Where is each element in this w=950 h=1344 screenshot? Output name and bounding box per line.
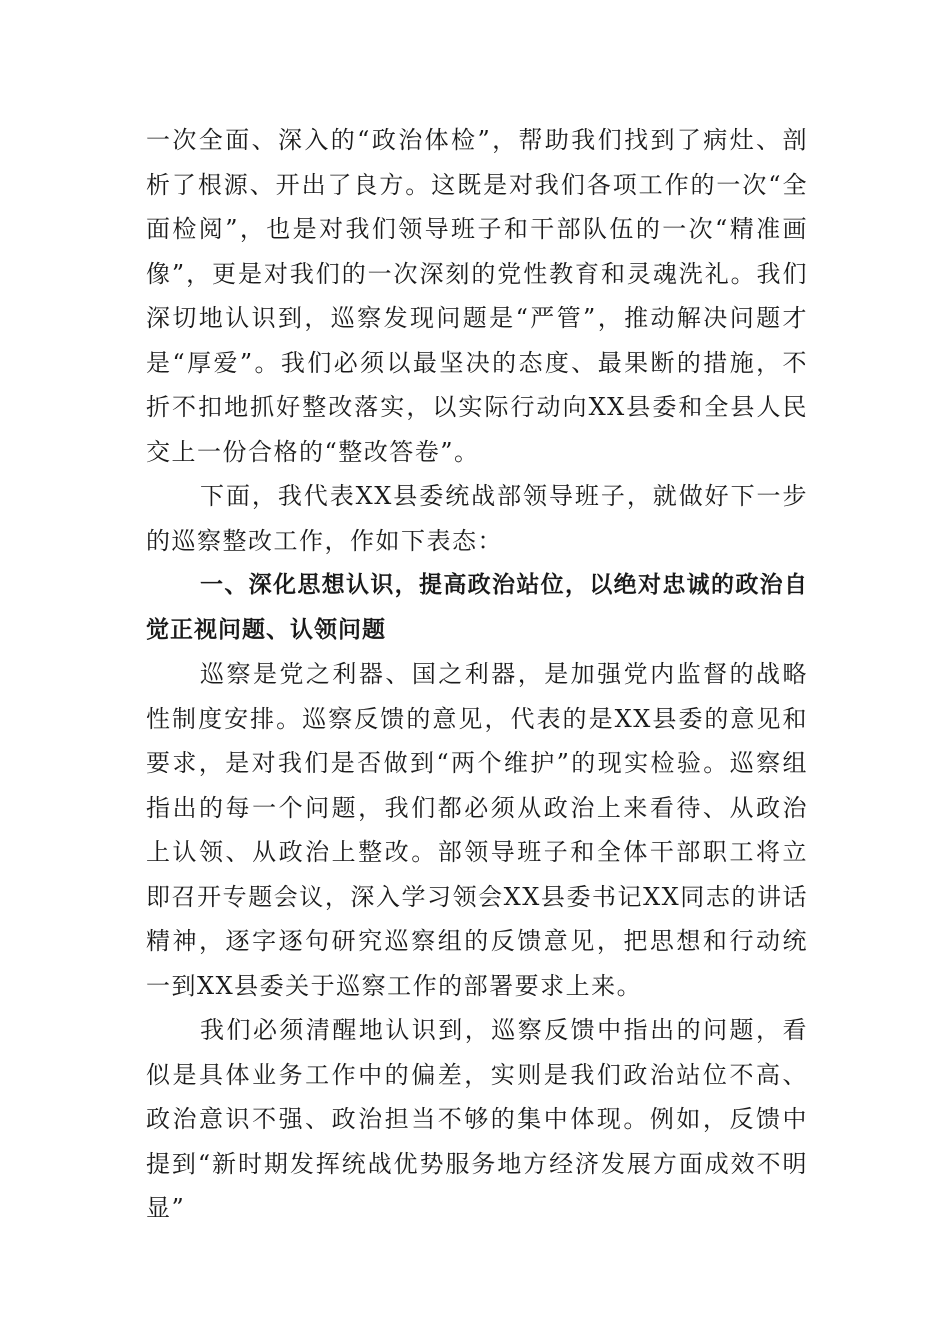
section-heading-1: 一、深化思想认识，提高政治站位，以绝对忠诚的政治自觉正视问题、认领问题 bbox=[146, 572, 808, 643]
paragraph-inspection-significance: 巡察是党之利器、国之利器，是加强党内监督的战略性制度安排。巡察反馈的意见，代表的是XX县委的意见和要求，是对我们是否做到“两个维护”的现实检验。巡察组指出的每一个问题，我们都必须从政治上来看待、从政治上认领、从政治上整改。部领导班子和全体干部职工将立即召开专题会议，深入学习领会XX县委书记XX同志的讲话精神，逐字逐句研究巡察组的反馈意见，把思想和行动统一到XX县委关于巡察工作的部署要求上来。 bbox=[146, 660, 808, 1000]
paragraph-intro-continuation: 一次全面、深入的“政治体检”，帮助我们找到了病灶、剖析了根源、开出了良方。这既是对我们各项工作的一次“全面检阅”，也是对我们领导班子和干部队伍的一次“精准画像”，更是对我们的一次深刻的党性教育和灵魂洗礼。我们深切地认识到，巡察发现问题是“严管”，推动解决问题才是“厚爱”。我们必须以最坚决的态度、最果断的措施，不折不扣地抓好整改落实，以实际行动向XX县委和全县人民交上一份合格的“整改答卷”。 bbox=[146, 126, 808, 466]
paragraph-problem-awareness: 我们必须清醒地认识到，巡察反馈中指出的问题，看似是具体业务工作中的偏差，实则是我们政治站位不高、政治意识不强、政治担当不够的集中体现。例如，反馈中提到“新时期发挥统战优势服务地方经济发展方面成效不明显” bbox=[146, 1016, 808, 1222]
document-body bbox=[146, 118, 808, 1231]
paragraph-statement-intro: 下面，我代表XX县委统战部领导班子，就做好下一步的巡察整改工作，作如下表态： bbox=[146, 482, 808, 555]
